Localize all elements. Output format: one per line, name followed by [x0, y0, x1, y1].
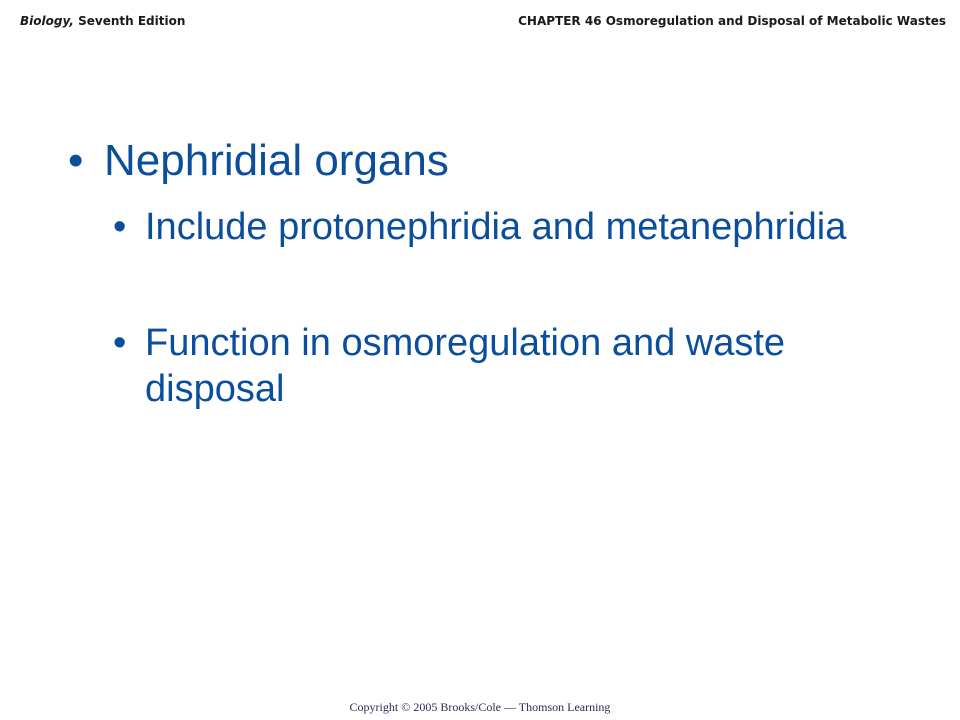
sub-point-text: Include protonephridia and metanephridia [145, 206, 847, 248]
book-edition: Seventh Edition [73, 14, 186, 28]
chapter-title: CHAPTER 46 Osmoregulation and Disposal of Metabolic Wastes [518, 14, 946, 28]
sub-point-text: Function in osmoregulation and waste disposal [145, 322, 786, 410]
bullet-icon: • [68, 136, 84, 185]
book-title: Biology, [20, 14, 74, 28]
main-point-text: Nephridial organs [104, 136, 449, 185]
copyright-footer: Copyright © 2005 Brooks/Cole — Thomson Learning [349, 700, 611, 714]
bullet-icon: • [113, 322, 127, 364]
sub-bullet [113, 320, 913, 412]
main-bullet [68, 136, 449, 186]
sub-bullet [113, 204, 913, 250]
bullet-icon: • [113, 206, 127, 248]
